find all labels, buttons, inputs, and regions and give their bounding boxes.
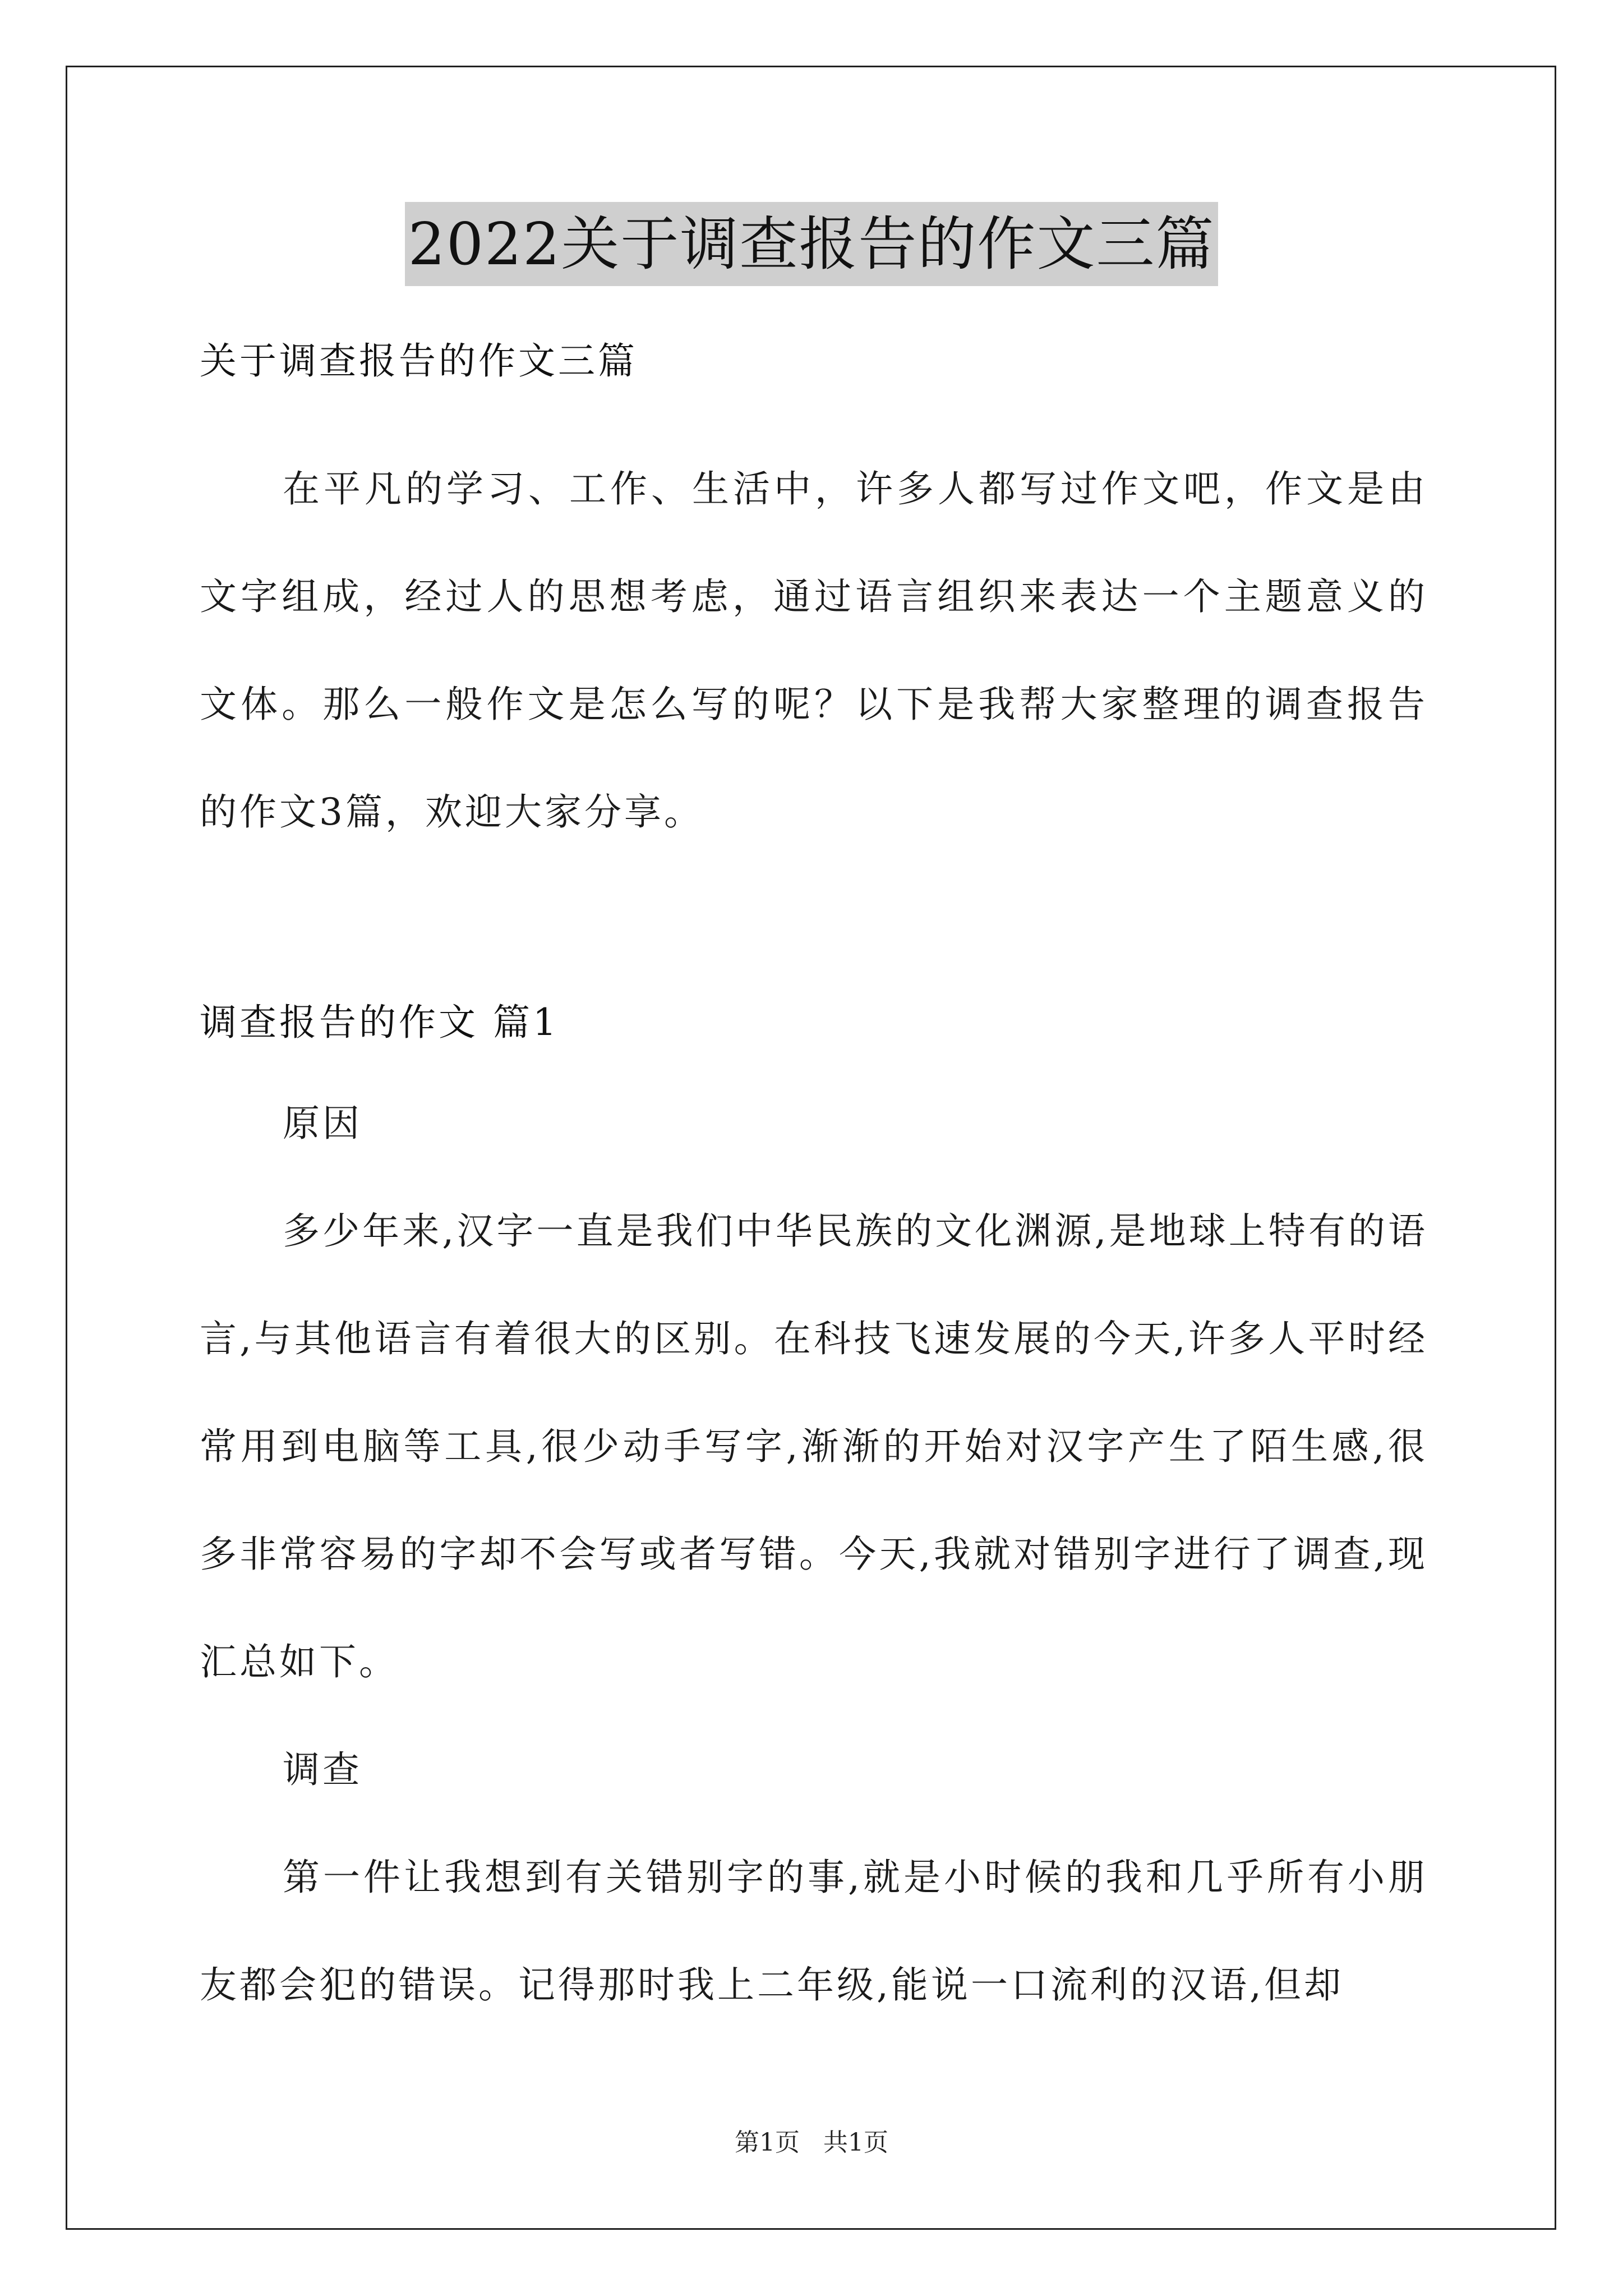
section-heading: 调查报告的作文 篇1	[200, 1001, 559, 1044]
reason-paragraph: 多少年来,汉字一直是我们中华民族的文化渊源,是地球上特有的语言,与其他语言有着很大的区别。在科技飞速发展的今天,许多人平时经常用到电脑等工具,很少动手写字,渐渐的开始对汉字产生了陌生感,很多非常容易的字却不会写或者写错。今天,我就对错别字进行了调查,现汇总如下。	[200, 1209, 1428, 1683]
page-footer: 第1页 共1页	[735, 2128, 888, 2157]
title-container	[0, 202, 1623, 286]
document-subtitle: 关于调查报告的作文三篇	[200, 339, 638, 383]
section-1-body	[200, 1070, 1428, 2039]
intro-paragraph: 在平凡的学习、工作、生活中，许多人都写过作文吧，作文是由文字组成，经过人的思想考虑，通过语言组织来表达一个主题意义的文体。那么一般作文是怎么写的呢？以下是我帮大家整理的调查报告的作文3篇，欢迎大家分享。	[200, 467, 1428, 834]
intro-block	[200, 435, 1428, 866]
survey-label: 调查	[283, 1748, 362, 1791]
survey-paragraph: 第一件让我想到有关错别字的事,就是小时候的我和几乎所有小朋友都会犯的错误。记得那时我上二年级,能说一口流利的汉语,但却	[200, 1856, 1428, 2007]
document-title: 2022关于调查报告的作文三篇	[405, 202, 1219, 286]
reason-label: 原因	[283, 1102, 362, 1145]
